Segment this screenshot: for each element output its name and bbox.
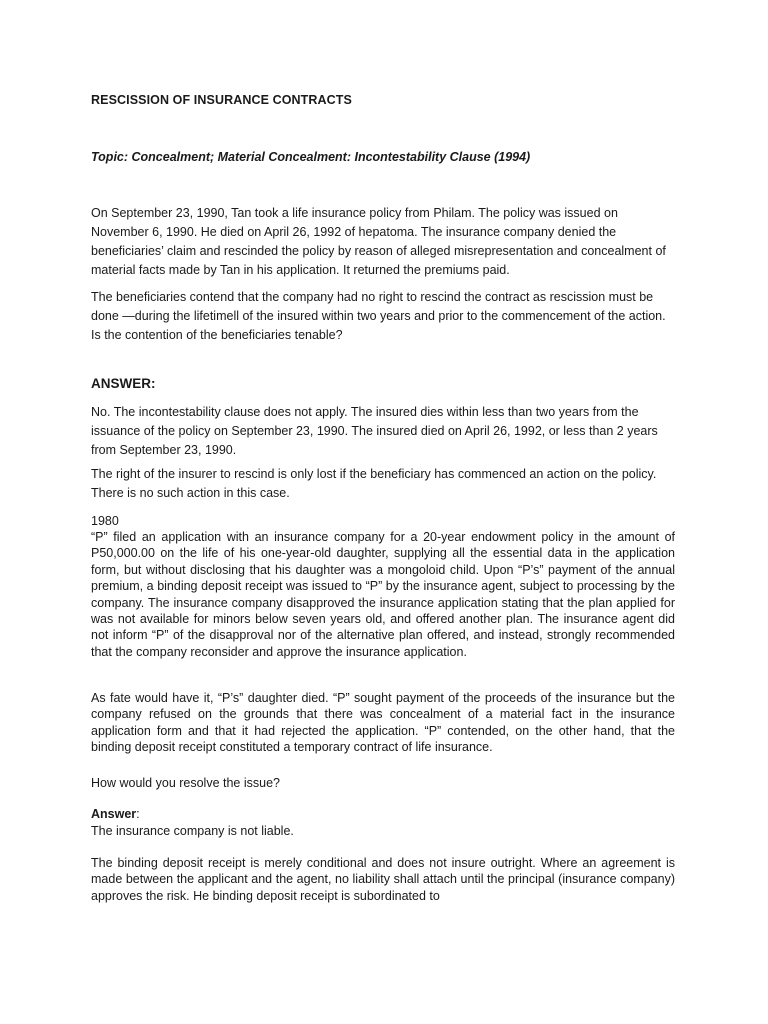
question-1-paragraph-1: On September 23, 1990, Tan took a life insurance policy from Philam. The policy was issued on November 6, 1990. He died on April 26, 1992 of hepatoma. The insurance company denied the beneficiaries’ claim and rescinded the policy by reason of alleged misrepresentation and concealment of material facts made by Tan in his application. It returned the premiums paid. <box>91 206 666 277</box>
question-2-paragraph-2: As fate would have it, “P’s” daughter died. “P” sought payment of the proceeds of the insurance but the company refused on the grounds that there was concealment of a material fact in the insurance application form and that it had rejected the application. “P” contended, on the other hand, that the binding deposit receipt constituted a temporary contract of life insurance. <box>91 691 675 755</box>
question-2-year: 1980 <box>91 514 119 528</box>
document-title: RESCISSION OF INSURANCE CONTRACTS <box>91 93 352 107</box>
answer-1-paragraph-1: No. The incontestability clause does not apply. The insured dies within less than two years from the issuance of the policy on September 23, 1990. The insured died on April 26, 1992, or less than 2 years from September 23, 1990. <box>91 405 658 457</box>
question-2-prompt: How would you resolve the issue? <box>91 776 280 790</box>
question-1-paragraph-2: The beneficiaries contend that the company had no right to rescind the contract as rescission must be done —during the lifetimell of the insured within two years and prior to the commencement of the action. Is the contention of the beneficiaries tenable? <box>91 290 666 342</box>
question-2-paragraph-1: “P” filed an application with an insurance company for a 20-year endowment policy in the amount of P50,000.00 on the life of his one-year-old daughter, supplying all the essential data in the application form, but without disclosing that his daughter was a mongoloid child. Upon “P’s” payment of the annual premium, a binding deposit receipt was issued to “P” by the insurance agent, subject to processing by the company. The insurance company disapproved the insurance application stating that the plan applied for was not available for minors below seven years old, and offered another plan. The insurance agent did not inform “P” of the disapproval nor of the alternative plan offered, and instead, strongly recommended that the company reconsider and approve the insurance application. <box>91 530 675 659</box>
answer-2-paragraph: The binding deposit receipt is merely conditional and does not insure outright. Where an agreement is made between the applicant and the agent, no liability shall attach until the principal (insurance company) approves the risk. He binding deposit receipt is subordinated to <box>91 856 675 903</box>
answer-2-line-1: The insurance company is not liable. <box>91 824 294 838</box>
answer-2-heading <box>91 806 675 822</box>
topic-heading: Topic: Concealment; Material Concealment: Incontestability Clause (1994) <box>91 150 531 164</box>
answer-2-heading-colon: : <box>136 807 140 821</box>
answer-2-heading-label: Answer <box>91 807 137 821</box>
answer-1-paragraph-2: The right of the insurer to rescind is only lost if the beneficiary has commenced an action on the policy. There is no such action in this case. <box>91 467 657 500</box>
answer-1-heading: ANSWER: <box>91 376 156 391</box>
